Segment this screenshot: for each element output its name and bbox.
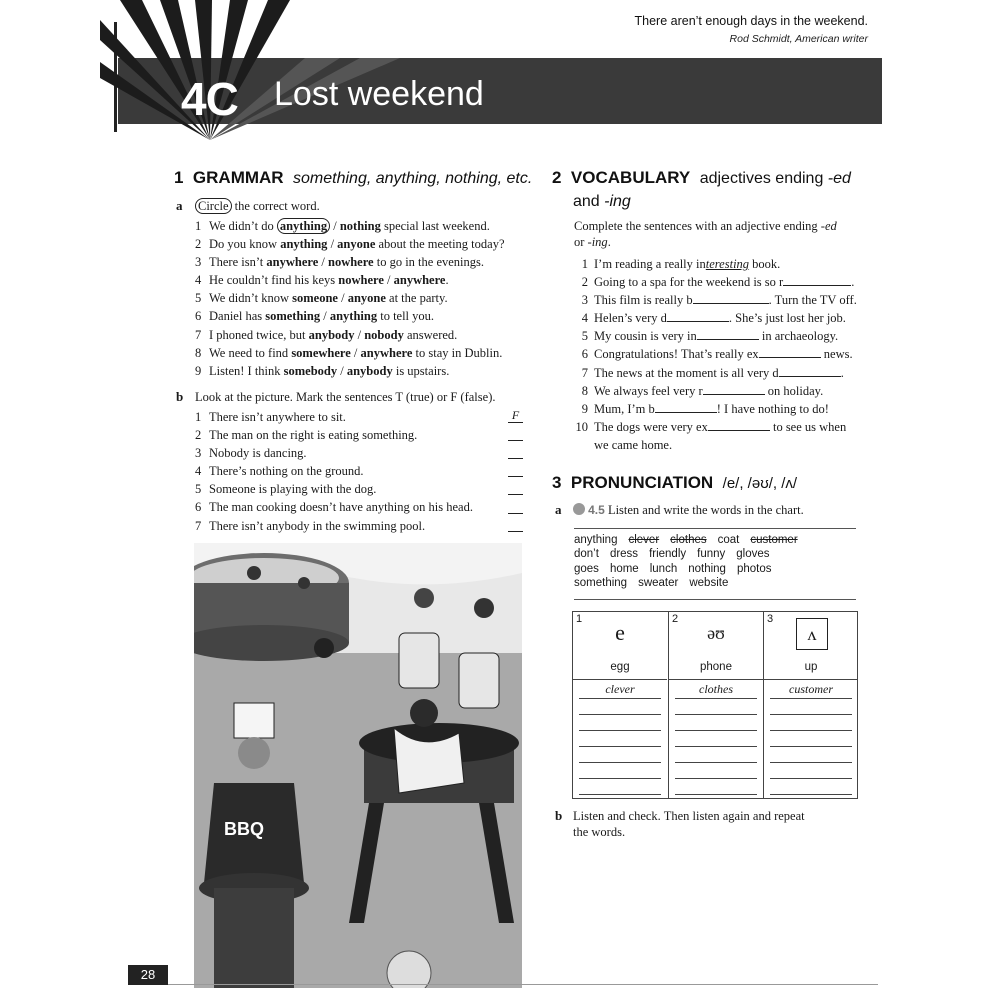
sound-word: up xyxy=(804,661,818,673)
answer-blank[interactable] xyxy=(697,327,759,340)
vocab-item xyxy=(567,345,877,363)
item-post: news. xyxy=(820,347,853,362)
tf-answer-field[interactable] xyxy=(508,444,523,459)
sunburst-rays xyxy=(100,0,420,140)
option-separator: / xyxy=(383,273,394,288)
word: clever xyxy=(628,534,660,546)
telephone-icon xyxy=(697,618,735,656)
answer-line[interactable] xyxy=(770,730,852,747)
vocabulary-heading xyxy=(552,167,872,213)
egg-icon xyxy=(601,618,639,656)
circle-word: Circle xyxy=(195,198,232,214)
section-heading: VOCABULARY xyxy=(570,168,691,187)
option-1[interactable]: something xyxy=(265,309,321,324)
option-2[interactable]: anywhere xyxy=(393,273,446,288)
lesson-title: Lost weekend xyxy=(274,75,484,113)
answer-blank[interactable] xyxy=(655,400,717,413)
item-text xyxy=(209,307,540,325)
item-pre: Helen’s very d xyxy=(594,311,667,326)
item-number: 7 xyxy=(581,365,588,380)
answer-line[interactable] xyxy=(675,778,757,795)
page-number: 28 xyxy=(128,965,168,985)
answer-line[interactable] xyxy=(579,778,661,795)
item-post: ! I have nothing to do! xyxy=(716,401,829,416)
item-post: to see us when xyxy=(769,419,847,434)
option-2[interactable]: anyone xyxy=(347,291,386,306)
item-number: 3 xyxy=(195,446,202,461)
item-number: 1 xyxy=(195,219,202,233)
phonetic-symbols: /e/, /əʊ/, /ʌ/ xyxy=(722,475,798,492)
item-post: to tell you. xyxy=(377,309,435,324)
item-text xyxy=(594,273,877,291)
item-number: 7 xyxy=(195,327,202,342)
option-1[interactable]: somebody xyxy=(283,363,338,378)
column-number: 3 xyxy=(767,613,774,625)
answer-line[interactable] xyxy=(579,730,661,747)
item-number: 1 xyxy=(581,257,588,271)
item-post: . She’s just lost her job. xyxy=(728,311,846,326)
section-topic: something, anything, nothing, etc. xyxy=(293,170,533,187)
item-pre: Mum, I’m b xyxy=(594,401,655,416)
item-text xyxy=(209,217,540,235)
tf-answer-field[interactable] xyxy=(508,426,523,441)
answer-line[interactable] xyxy=(675,730,757,747)
word: funny xyxy=(697,548,726,561)
tf-answer-field[interactable]: F xyxy=(508,408,523,423)
section-number: 3 xyxy=(552,473,562,492)
item-text xyxy=(594,309,877,327)
item-number: 2 xyxy=(581,275,588,290)
grammar-item xyxy=(195,326,540,344)
answer-line[interactable] xyxy=(770,714,852,731)
item-number: 5 xyxy=(195,482,202,497)
item-post: . xyxy=(840,365,844,380)
instruction-text: Listen and write the words in the chart. xyxy=(607,503,804,517)
grammar-item xyxy=(195,344,540,362)
item-pre: The news at the moment is all very d xyxy=(594,365,779,380)
topic-text-2: and xyxy=(573,193,605,210)
item-pre: Congratulations! That’s really ex xyxy=(594,347,759,362)
column-number: 1 xyxy=(576,613,583,625)
instr-ed: -ed xyxy=(820,219,837,233)
word-row xyxy=(574,562,856,576)
word: nothing xyxy=(688,562,726,575)
option-1[interactable]: somewhere xyxy=(291,345,351,360)
item-post: at the party. xyxy=(385,291,448,306)
word-box xyxy=(574,528,856,600)
grammar-item xyxy=(195,362,540,380)
bbq-illustration xyxy=(194,543,522,988)
option-1[interactable]: anything xyxy=(280,237,328,252)
section-heading: GRAMMAR xyxy=(192,168,284,187)
item-post: in archaeology. xyxy=(758,329,839,344)
bbq-scene xyxy=(194,543,522,988)
item-post: is upstairs. xyxy=(392,363,450,378)
word: gloves xyxy=(736,548,770,561)
grammar-item xyxy=(195,289,540,307)
item-text xyxy=(594,364,877,382)
option-separator: / xyxy=(327,237,338,252)
topic-ed: -ed xyxy=(827,170,851,187)
option-2[interactable]: anywhere xyxy=(360,345,413,360)
item-text: There isn’t anybody in the swimming pool. xyxy=(209,518,426,533)
word: photos xyxy=(736,562,772,575)
grammar-b-list xyxy=(195,408,505,535)
tf-item xyxy=(195,444,505,462)
tf-answer-field[interactable] xyxy=(508,480,523,495)
tf-item xyxy=(195,498,505,516)
item-number: 5 xyxy=(581,329,588,344)
phonetic-symbol: e xyxy=(615,620,625,645)
instruction-rest: the correct word. xyxy=(231,199,320,213)
answer-line[interactable] xyxy=(675,698,757,715)
item-pre: We didn’t do xyxy=(209,219,277,233)
item-post: to go in the evenings. xyxy=(373,255,485,270)
tf-answer-field[interactable] xyxy=(508,462,523,477)
item-text: There isn’t anywhere to sit. xyxy=(209,410,346,424)
option-separator: / xyxy=(337,363,347,378)
word: anything xyxy=(574,534,618,546)
item-pre: This film is really b xyxy=(594,293,693,308)
option-separator: / xyxy=(337,291,348,306)
item-number: 2 xyxy=(195,237,202,252)
tf-answer-field[interactable] xyxy=(508,499,523,514)
answer-line[interactable] xyxy=(579,698,661,715)
item-number: 3 xyxy=(195,255,202,270)
chart-column xyxy=(573,612,667,798)
option-2[interactable]: anything xyxy=(329,309,378,324)
word: home xyxy=(609,562,639,575)
item-text xyxy=(594,291,877,309)
word-row xyxy=(574,547,856,561)
item-pre: I phoned twice, but xyxy=(209,327,309,342)
grammar-a-instruction xyxy=(195,198,320,214)
answer-blank[interactable] xyxy=(703,382,765,395)
quote-author: Rod Schmidt, American writer xyxy=(729,33,868,45)
section-heading: PRONUNCIATION xyxy=(570,473,714,492)
item-number: 6 xyxy=(195,309,202,324)
item-post: to stay in Dublin. xyxy=(412,345,503,360)
vocab-item xyxy=(567,291,877,309)
word: sweater xyxy=(638,577,679,590)
item-text: The man on the right is eating something. xyxy=(209,428,418,443)
word: dress xyxy=(609,548,639,561)
item-text xyxy=(209,253,540,271)
option-1[interactable]: nowhere xyxy=(338,273,384,288)
part-letter-a: a xyxy=(176,198,183,213)
item-post: . Turn the TV off. xyxy=(768,293,857,308)
grammar-item xyxy=(195,307,540,325)
vocabulary-list xyxy=(567,255,877,454)
column-number: 2 xyxy=(672,613,679,625)
item-pre: There isn’t xyxy=(209,255,267,270)
item-number: 4 xyxy=(195,273,202,288)
chart-column-header xyxy=(573,612,667,680)
section-number: 2 xyxy=(552,168,562,187)
item-text xyxy=(209,326,540,344)
vocab-item xyxy=(567,382,877,400)
item-pre: We always feel very r xyxy=(594,383,703,398)
item-text xyxy=(594,418,877,436)
item-number: 5 xyxy=(195,291,202,306)
item-number: 4 xyxy=(195,464,202,479)
item-pre: Listen! I think xyxy=(209,363,284,378)
sound-word: phone xyxy=(700,661,732,673)
phonetic-symbol: ʌ xyxy=(807,624,817,644)
item-post: answered. xyxy=(403,327,458,342)
example-answer: customer xyxy=(770,682,852,699)
item-post: . xyxy=(445,273,449,288)
part-letter-b: b xyxy=(176,389,184,404)
item-number: 9 xyxy=(195,363,202,378)
up-arrow-icon xyxy=(796,618,828,650)
chart-column-header xyxy=(669,612,763,680)
grammar-item xyxy=(195,235,540,253)
word: something xyxy=(574,577,628,590)
chart-column-header xyxy=(764,612,858,680)
option-2[interactable]: anybody xyxy=(346,363,393,378)
grammar-b-instruction: Look at the picture. Mark the sentences T (true) or F (false). xyxy=(195,390,496,404)
item-text xyxy=(209,235,540,253)
option-separator: / xyxy=(354,327,365,342)
bottom-rule xyxy=(168,984,878,985)
option-2[interactable]: anyone xyxy=(337,237,376,252)
item-number: 8 xyxy=(195,345,202,360)
answer-line[interactable] xyxy=(579,714,661,731)
item-post: special last weekend. xyxy=(380,219,490,233)
item-text xyxy=(209,344,540,362)
tf-item xyxy=(195,426,505,444)
option-separator: / xyxy=(350,345,361,360)
item-pre: We need to find xyxy=(209,345,292,360)
word: coat xyxy=(717,534,740,546)
tf-answer-field[interactable] xyxy=(508,517,523,532)
item-pre: Going to a spa for the weekend is so r xyxy=(594,275,784,290)
grammar-a-list xyxy=(195,217,540,380)
item-text: Someone is playing with the dog. xyxy=(209,482,377,497)
item-text xyxy=(594,345,877,363)
pronunciation-b-instruction xyxy=(573,808,805,840)
item-number: 6 xyxy=(195,500,202,515)
item-text xyxy=(594,255,877,273)
quote-text: There aren’t enough days in the weekend. xyxy=(634,14,868,28)
pronunciation-a-instruction xyxy=(573,502,804,518)
item-number: 8 xyxy=(581,383,588,398)
answer-blank[interactable] xyxy=(759,345,821,358)
word: don’t xyxy=(574,548,599,561)
indent xyxy=(567,436,594,454)
tf-item xyxy=(195,462,505,480)
item-number: 6 xyxy=(581,347,588,362)
answer-line[interactable] xyxy=(770,698,852,715)
item-text xyxy=(594,400,877,418)
tf-item xyxy=(195,480,505,498)
instr-ing: -ing xyxy=(587,235,608,249)
tf-item xyxy=(195,408,505,426)
item-pre: My cousin is very in xyxy=(594,329,697,344)
grammar-item xyxy=(195,271,540,289)
option-1[interactable]: anywhere xyxy=(266,255,319,270)
answer-blank[interactable] xyxy=(779,364,841,377)
vocab-item xyxy=(567,418,877,436)
word: lunch xyxy=(649,562,678,575)
item-post: on holiday. xyxy=(764,383,824,398)
part-letter-b: b xyxy=(555,808,563,823)
tf-item xyxy=(195,517,505,535)
item-text xyxy=(209,271,540,289)
topic-ing: -ing xyxy=(604,193,631,210)
option-2[interactable]: nowhere xyxy=(328,255,374,270)
item-number: 9 xyxy=(581,401,588,416)
answer-line[interactable] xyxy=(770,762,852,779)
item-post: . xyxy=(851,275,855,290)
word: friendly xyxy=(649,548,687,561)
part-letter-a: a xyxy=(555,502,562,517)
instruction-text-2: the words. xyxy=(573,825,626,839)
chart-column xyxy=(668,612,763,798)
filled-answer: teresting xyxy=(705,257,750,271)
answer-line[interactable] xyxy=(675,762,757,779)
answer-line[interactable] xyxy=(770,778,852,795)
section-number: 1 xyxy=(174,168,184,187)
item-post: about the meeting today? xyxy=(375,237,505,252)
phonetic-symbol: əʊ xyxy=(707,623,725,643)
instr-part: Complete the sentences with an adjective ending xyxy=(574,219,821,233)
vocab-item xyxy=(567,400,877,418)
item-number: 3 xyxy=(581,293,588,308)
answer-blank[interactable] xyxy=(708,418,770,431)
grammar-heading xyxy=(174,167,532,190)
word: website xyxy=(689,577,729,590)
item-number: 4 xyxy=(581,311,588,326)
word: clothes xyxy=(670,534,707,546)
example-answer: clever xyxy=(579,682,661,699)
lesson-code: 4C xyxy=(181,73,238,125)
item-pre: Do you know xyxy=(209,237,281,252)
item-number: 2 xyxy=(195,428,202,443)
vocab-item xyxy=(567,309,877,327)
option-separator: / xyxy=(330,219,340,233)
vocab-item xyxy=(567,327,877,345)
item-number: 10 xyxy=(575,419,588,434)
instr-end: . xyxy=(607,235,611,249)
vocab-item xyxy=(567,273,877,291)
answer-line[interactable] xyxy=(579,746,661,763)
answer-line[interactable] xyxy=(770,746,852,763)
item-text xyxy=(594,382,877,400)
word: goes xyxy=(574,562,599,575)
example-answer: clothes xyxy=(675,682,757,699)
item-post: book. xyxy=(749,257,781,271)
option-2[interactable]: nobody xyxy=(364,327,404,342)
pronunciation-heading xyxy=(552,472,797,495)
vocabulary-instruction xyxy=(574,218,874,250)
answer-line[interactable] xyxy=(675,714,757,731)
vocab-item xyxy=(567,255,877,273)
item-text: There’s nothing on the ground. xyxy=(209,464,364,479)
item-text xyxy=(209,362,540,380)
item-text xyxy=(209,289,540,307)
sound-chart xyxy=(572,611,858,799)
instruction-text: Listen and check. Then listen again and repeat xyxy=(573,809,805,823)
option-separator: / xyxy=(320,309,330,324)
grammar-item xyxy=(195,253,540,271)
option-1[interactable]: someone xyxy=(292,291,338,306)
audio-track-number: 4.5 xyxy=(588,503,605,517)
chart-column xyxy=(763,612,858,798)
item-line-2: we came home. xyxy=(594,437,673,452)
answer-blank[interactable] xyxy=(783,273,851,286)
item-pre: We didn’t know xyxy=(209,291,293,306)
item-pre: The dogs were very ex xyxy=(594,419,708,434)
answer-blank[interactable] xyxy=(667,309,729,322)
item-text: Nobody is dancing. xyxy=(209,446,307,461)
item-number: 7 xyxy=(195,518,202,533)
word: customer xyxy=(750,534,798,546)
option-1[interactable]: anybody xyxy=(308,327,355,342)
option-2[interactable]: nothing xyxy=(339,219,381,233)
item-pre: Daniel has xyxy=(209,309,266,324)
answer-blank[interactable] xyxy=(693,291,769,304)
item-text xyxy=(594,327,877,345)
answer-line[interactable] xyxy=(579,762,661,779)
item-number: 1 xyxy=(195,410,202,424)
vocab-item-continued xyxy=(567,436,877,454)
audio-icon[interactable] xyxy=(573,503,585,515)
topic-text: adjectives ending xyxy=(699,170,828,187)
option-separator: / xyxy=(318,255,328,270)
instr-part: or xyxy=(574,235,588,249)
option-1[interactable]: anything xyxy=(277,218,330,234)
answer-line[interactable] xyxy=(675,746,757,763)
item-pre: I’m reading a really in xyxy=(594,257,706,271)
item-text: The man cooking doesn’t have anything on his head. xyxy=(209,500,473,515)
word-row xyxy=(574,533,856,547)
sound-word: egg xyxy=(610,661,630,673)
item-pre: He couldn’t find his keys xyxy=(209,273,339,288)
quote xyxy=(635,14,869,45)
bbq-apron-text: BBQ xyxy=(224,819,264,839)
vocab-item xyxy=(567,364,877,382)
word-row xyxy=(574,576,856,590)
grammar-item xyxy=(195,217,540,235)
